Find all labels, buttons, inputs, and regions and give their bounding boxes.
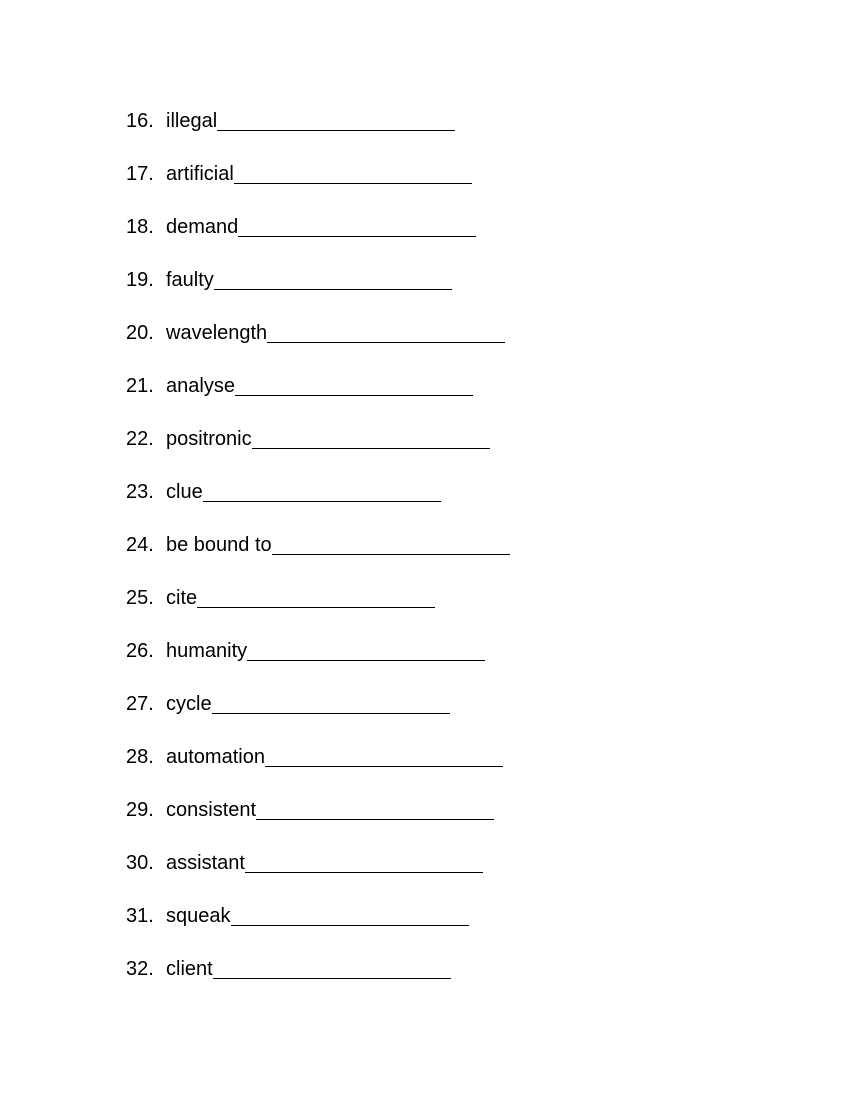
list-item (126, 583, 510, 636)
list-item (126, 159, 510, 212)
answer-blank[interactable] (235, 375, 473, 396)
item-word: humanity (166, 640, 248, 662)
item-word: client (166, 958, 213, 980)
item-number: 22. (126, 428, 154, 450)
answer-blank[interactable] (256, 799, 494, 820)
item-word: demand (166, 216, 239, 238)
item-number: 21. (126, 375, 154, 397)
item-number: 29. (126, 799, 154, 821)
item-word: cite (166, 587, 198, 609)
answer-blank[interactable] (252, 428, 490, 449)
item-number: 26. (126, 640, 154, 662)
item-number: 30. (126, 852, 154, 874)
list-item (126, 530, 510, 583)
item-word: wavelength (166, 322, 268, 344)
item-word: analyse (166, 375, 235, 397)
answer-blank[interactable] (267, 322, 505, 343)
answer-blank[interactable] (238, 216, 476, 237)
item-word: positronic (166, 428, 252, 450)
item-word: clue (166, 481, 203, 503)
item-word: faulty (166, 269, 214, 291)
answer-blank[interactable] (265, 746, 503, 767)
item-word: consistent (166, 799, 257, 821)
item-number: 28. (126, 746, 154, 768)
list-item (126, 742, 510, 795)
list-item (126, 212, 510, 265)
list-item (126, 106, 510, 159)
item-word: automation (166, 746, 265, 768)
item-number: 20. (126, 322, 154, 344)
list-item (126, 318, 510, 371)
answer-blank[interactable] (272, 534, 510, 555)
item-number: 19. (126, 269, 154, 291)
answer-blank[interactable] (217, 110, 455, 131)
vocabulary-list (126, 106, 510, 1007)
answer-blank[interactable] (231, 905, 469, 926)
item-number: 17. (126, 163, 154, 185)
list-item (126, 954, 510, 1007)
item-number: 23. (126, 481, 154, 503)
answer-blank[interactable] (197, 587, 435, 608)
answer-blank[interactable] (213, 958, 451, 979)
item-number: 32. (126, 958, 154, 980)
item-word: illegal (166, 110, 218, 132)
item-number: 27. (126, 693, 154, 715)
item-number: 31. (126, 905, 154, 927)
list-item (126, 848, 510, 901)
list-item (126, 901, 510, 954)
list-item (126, 424, 510, 477)
answer-blank[interactable] (234, 163, 472, 184)
list-item (126, 371, 510, 424)
list-item (126, 265, 510, 318)
answer-blank[interactable] (203, 481, 441, 502)
item-number: 25. (126, 587, 154, 609)
item-word: be bound to (166, 534, 272, 556)
item-word: cycle (166, 693, 212, 715)
answer-blank[interactable] (212, 693, 450, 714)
item-word: squeak (166, 905, 231, 927)
item-word: artificial (166, 163, 234, 185)
answer-blank[interactable] (245, 852, 483, 873)
list-item (126, 636, 510, 689)
item-word: assistant (166, 852, 245, 874)
list-item (126, 477, 510, 530)
item-number: 16. (126, 110, 154, 132)
item-number: 18. (126, 216, 154, 238)
answer-blank[interactable] (214, 269, 452, 290)
item-number: 24. (126, 534, 154, 556)
answer-blank[interactable] (247, 640, 485, 661)
list-item (126, 795, 510, 848)
list-item (126, 689, 510, 742)
